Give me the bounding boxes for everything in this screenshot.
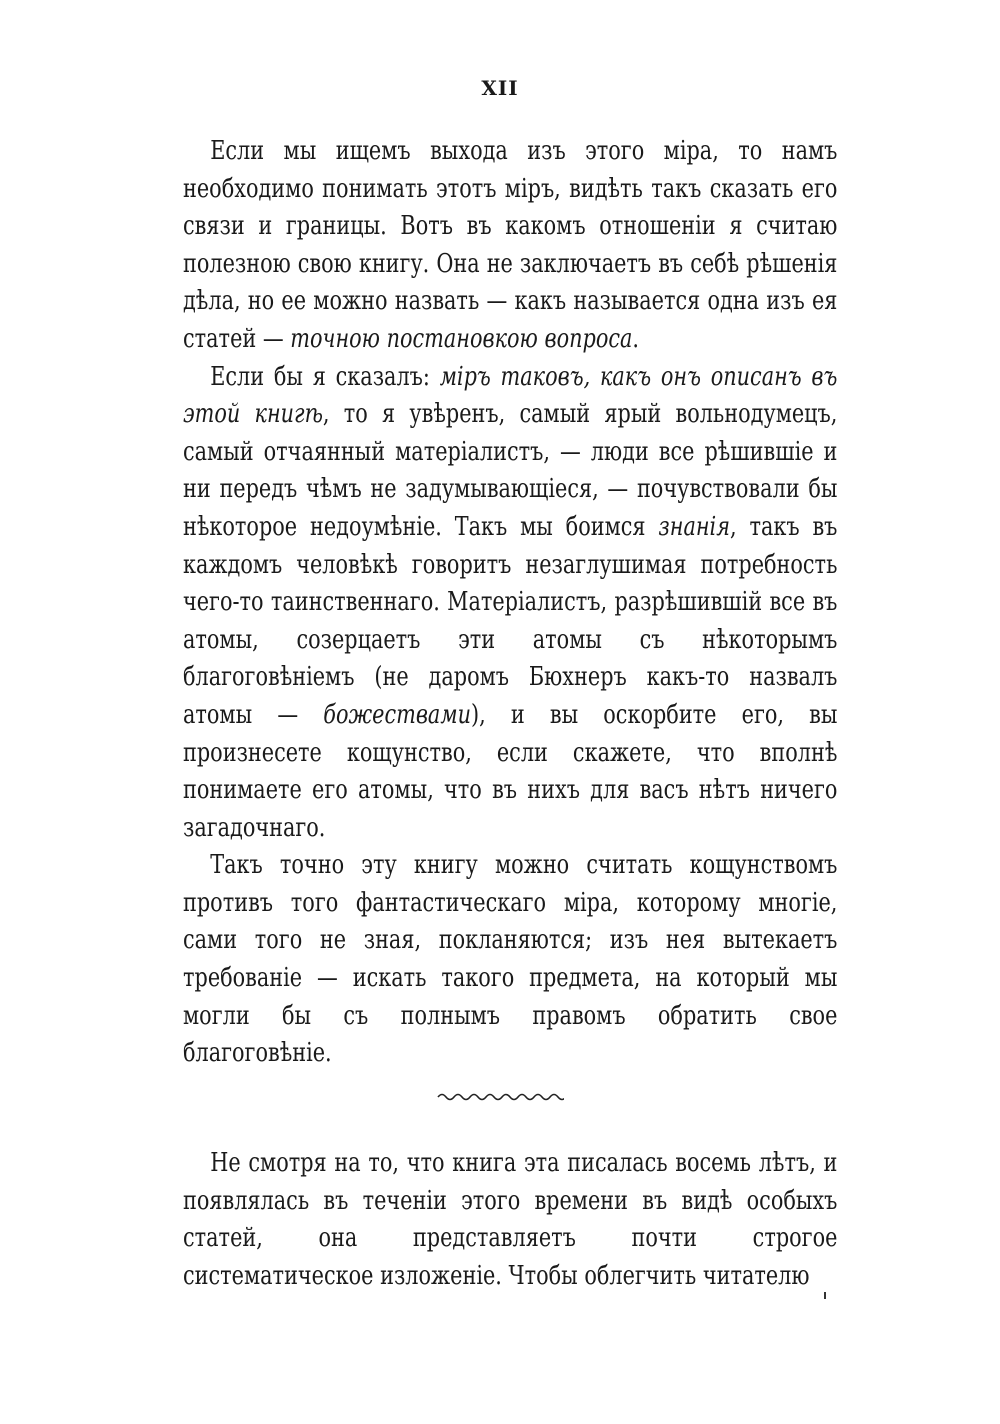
paragraph-text: ), и вы оскорбите его, вы произнесете кощунство, если скажете, что вполнѣ понимаете его атомы, что въ нихъ для васъ нѣтъ ничего загадочнаго. [183, 699, 838, 843]
paragraph [183, 359, 837, 848]
paragraph [183, 133, 837, 359]
page-number: XII [481, 76, 519, 100]
paragraph-text: Если бы я сказалъ: [210, 361, 440, 392]
paragraph [183, 1145, 837, 1295]
paragraph-text: . [632, 323, 640, 354]
text-section-lower [183, 1145, 837, 1295]
paragraph-text: Если мы ищемъ выхода изъ этого міра, то намъ необходимо понимать этотъ міръ, видѣть такъ сказать его связи и границы. Вотъ въ какомъ отношеніи я считаю полезною свою книгу. Она не заключаетъ въ себѣ рѣшенія дѣла, но ее можно назвать — какъ называется одна изъ ея статей — [183, 136, 838, 354]
emphasis-text: знанія [658, 511, 730, 542]
paragraph [183, 847, 837, 1073]
emphasis-text: точною постановкою вопроса [290, 323, 633, 354]
emphasis-text: божествами [323, 699, 471, 730]
wavy-divider-ornament [436, 1090, 564, 1104]
paragraph-text: Не смотря на то, что книга эта писалась восемь лѣтъ, и появлялась въ теченіи этого времени въ видѣ особыхъ статей, она представляетъ почти строгое систематическое изложеніе. Чтобы облегчить читателю [183, 1148, 838, 1291]
paragraph-text: , то я увѣренъ, самый ярый вольнодумецъ, самый отчаянный матеріалистъ, — люди все рѣшившіе и ни передъ чѣмъ не задумывающіеся, — почувствовали бы нѣкоторое недоумѣніе. Такъ мы боимся [183, 399, 838, 542]
emphasis-text: міръ таковъ, какъ онъ описанъ въ этой книгѣ [183, 361, 838, 430]
paragraph-text: , такъ въ каждомъ человѣкѣ говоритъ незаглушимая потребность чего-то таинственнаго. Матеріалистъ, разрѣшившій все въ атомы, созерцаетъ эти атомы съ нѣкоторымъ благоговѣніемъ (не даромъ Бюхнеръ какъ-то назвалъ атомы — [183, 511, 838, 730]
text-section-upper [183, 133, 837, 1073]
print-speck [824, 1292, 826, 1299]
paragraph-text: Такъ точно эту книгу можно считать кощунствомъ противъ того фантастическаго міра, которому многіе, сами того не зная, покланяются; изъ нея вытекаетъ требованіе — искать такого предмета, на который мы могли бы съ полнымъ правомъ обратить свое благоговѣніе. [183, 850, 838, 1069]
